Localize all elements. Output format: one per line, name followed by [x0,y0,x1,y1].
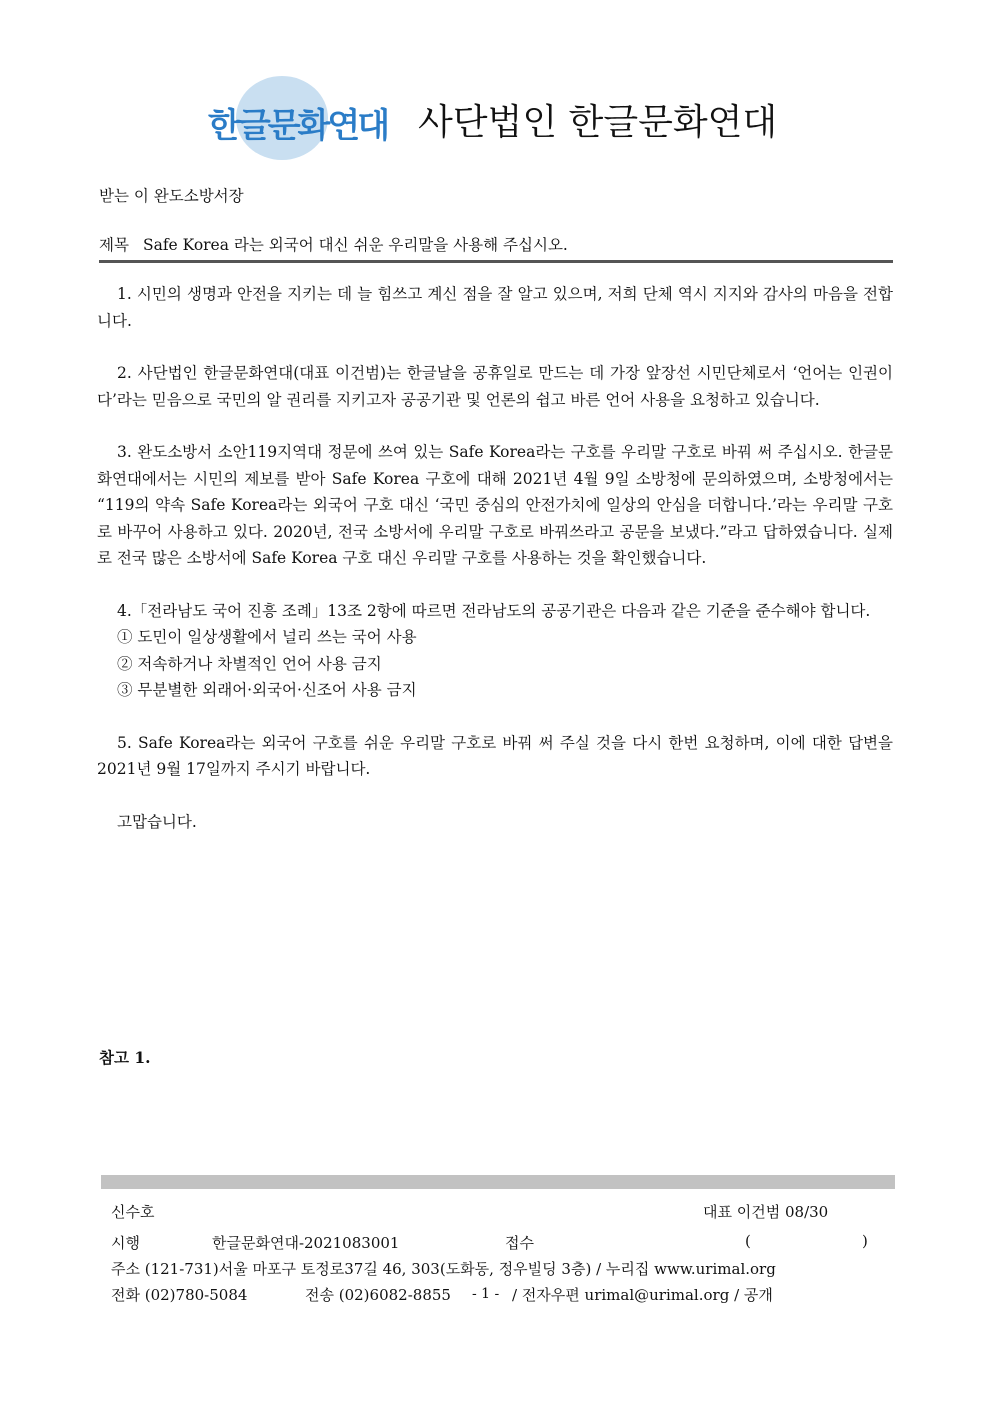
list-item-1: ① 도민이 일상생활에서 널리 쓰는 국어 사용 [117,628,417,646]
footer-divider [101,1175,895,1189]
footer-email: / 전자우편 urimal@urimal.org / 공개 [512,1286,773,1304]
footer-representative: 대표 이건범 08/30 [703,1203,829,1221]
footer-tel: 전화 (02)780-5084 [111,1286,248,1304]
top-divider [99,260,893,263]
footer-address: 주소 (121-731)서울 마포구 토정로37길 46, 303(도화동, 정우빌딩 3층) / 누리집 www.urimal.org [111,1260,776,1278]
footer-sihaeng-label: 시행 [111,1234,140,1252]
subject [99,233,568,255]
subject-text: Safe Korea 라는 외국어 대신 쉬운 우리말을 사용해 주십시오. [142,236,568,254]
footer-paren-open: ( [745,1232,751,1250]
subject-label: 제목 [99,236,129,254]
footer-jeopsu-label: 접수 [505,1234,534,1252]
paragraph-1: 1. 시민의 생명과 안전을 지키는 데 늘 힘쓰고 계신 점을 잘 알고 있으며, 저희 단체 역시 지지와 감사의 마음을 전합니다. [97,285,893,330]
footer-fax: 전송 (02)6082-8855 [305,1286,451,1304]
footer-sinsu: 신수호 [111,1203,155,1221]
footer-doc-number: 한글문화연대-2021083001 [212,1234,400,1252]
org-logo [192,74,392,162]
logo-text: 한글문화연대 [208,106,388,146]
paragraph-4: 4.「전라남도 국어 진흥 조례」13조 2항에 따르면 전라남도의 공공기관은 다음과 같은 기준을 준수해야 합니다. [117,601,871,620]
paragraph-5: 5. Safe Korea라는 외국어 구호를 쉬운 우리말 구호로 바꿔 써 주실 것을 다시 한번 요청하며, 이에 대한 답변을 2021년 9월 17일까지 주시기 바랍니다. [97,733,893,778]
reference-label: 참고 1. [99,1048,151,1067]
recipient: 받는 이 완도소방서장 [99,187,244,205]
closing: 고맙습니다. [117,812,197,831]
paragraph-2: 2. 사단법인 한글문화연대(대표 이건범)는 한글날을 공휴일로 만드는 데 가장 앞장선 시민단체로서 ‘언어는 인권이다’라는 믿음으로 국민의 알 권리를 지키고자 공공기관 및 언론의 쉽고 바른 언어 사용을 요청하고 있습니다. [97,364,893,409]
letter-body [97,281,893,835]
list-item-3: ③ 무분별한 외래어·외국어·신조어 사용 금지 [117,681,417,699]
footer-paren-close: ) [862,1232,868,1250]
page-number: - 1 - [472,1286,500,1302]
list-item-2: ② 저속하거나 차별적인 언어 사용 금지 [117,654,382,673]
paragraph-3: 3. 완도소방서 소안119지역대 정문에 쓰여 있는 Safe Korea라는 구호를 우리말 구호로 바꿔 써 주십시오. 한글문화연대에서는 시민의 제보를 받아 Safe Korea 구호에 대해 2021년 4월 9일 소방청에 문의하였으며, 소방청에서는 “119의 약속 Safe Korea라는 외국어 구호 대신 ‘국민 중심의 안전가치에 일상의 안심을 더합니다.’라는 우리말 구호로 바꾸어 사용하고 있다. 2020년, 전국 소방서에 우리말 구호로 바꿔쓰라고 공문을 보냈다.”라고 답하였습니다. 실제로 전국 많은 소방서에 Safe Korea 구호 대신 우리말 구호를 사용하는 것을 확인했습니다. [97,443,893,567]
org-title: 사단법인 한글문화연대 [418,102,778,143]
